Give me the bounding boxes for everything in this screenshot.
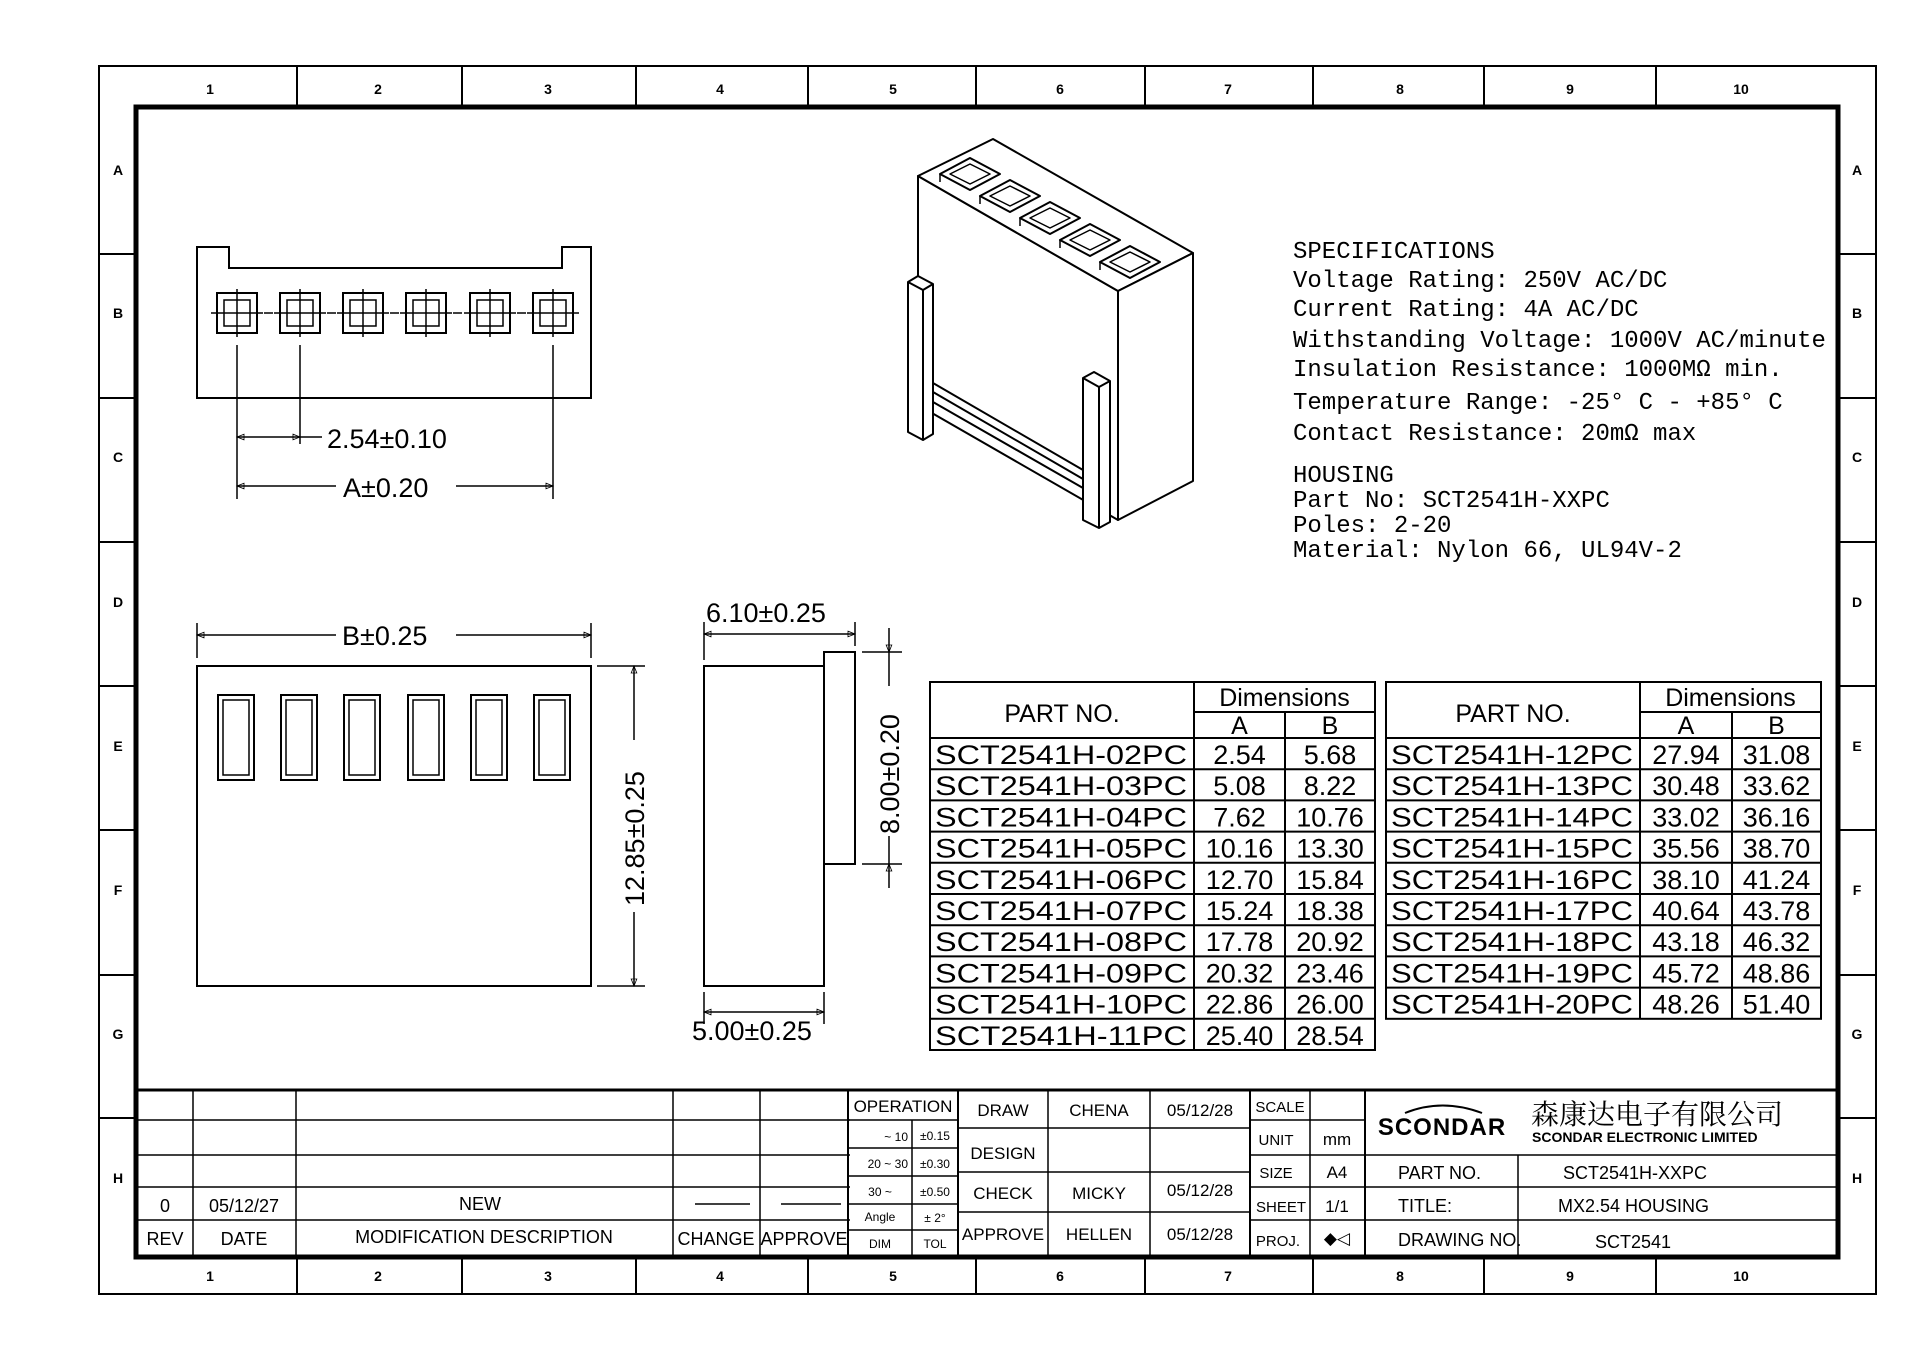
dim-a-cell: 2.54 <box>1213 740 1266 770</box>
side-height-label: 8.00±0.20 <box>875 714 905 834</box>
zone-row-label: E <box>113 738 123 754</box>
zone-row-label: B <box>1851 305 1863 321</box>
zone-column-label: 6 <box>1056 1268 1064 1284</box>
dim-b-header: B <box>1768 712 1785 740</box>
part-number-cell: SCT2541H-16PC <box>1391 864 1633 895</box>
dim-a-cell: 45.72 <box>1652 958 1720 989</box>
dim-a-cell: 15.24 <box>1205 896 1274 926</box>
drawing-no-value: SCT2541 <box>1595 1232 1672 1252</box>
dim-a-cell: 5.08 <box>1213 771 1266 802</box>
front-view-windows <box>218 695 570 780</box>
isometric-view <box>908 139 1193 532</box>
part-number-cell: SCT2541H-06PC <box>935 864 1187 895</box>
dim-b-cell: 38.70 <box>1742 833 1811 864</box>
date-header: DATE <box>220 1229 268 1249</box>
spec-line: Current Rating: 4A AC/DC <box>1293 297 1639 324</box>
table-row <box>935 865 1364 895</box>
approve-header: APPROVE <box>760 1229 848 1249</box>
table-row <box>935 740 1356 770</box>
part-no-label: PART NO. <box>1398 1163 1482 1183</box>
dim-a-cell: 7.62 <box>1213 802 1266 833</box>
zone-column-label: 10 <box>1733 1268 1749 1284</box>
dim-b-cell: 36.16 <box>1742 802 1811 833</box>
zone-row-label: E <box>1852 738 1862 754</box>
table-row <box>1391 771 1810 801</box>
change-header: CHANGE <box>677 1229 755 1249</box>
proj-label: PROJ. <box>1255 1233 1301 1250</box>
dim-label: DIM <box>869 1237 891 1251</box>
dim-b-cell: 51.40 <box>1742 989 1811 1020</box>
spec-title: SPECIFICATIONS <box>1293 239 1495 266</box>
spec-line: Voltage Rating: 250V AC/DC <box>1293 268 1668 295</box>
zone-row-label: H <box>112 1170 124 1186</box>
company-logo: SCONDAR <box>1377 1114 1507 1141</box>
unit-value: mm <box>1322 1130 1352 1149</box>
dim-b-cell: 48.86 <box>1742 958 1811 989</box>
front-view-window <box>534 695 570 780</box>
top-view-contact <box>337 289 399 337</box>
draw-name: CHENA <box>1069 1101 1129 1120</box>
tolerance-range: ~ 10 <box>884 1130 908 1144</box>
zone-column-label: 8 <box>1396 1268 1404 1284</box>
dim-b-cell: 31.08 <box>1742 740 1811 770</box>
description-header: MODIFICATION DESCRIPTION <box>355 1227 613 1247</box>
zone-column-label: 9 <box>1566 81 1574 97</box>
zone-column-label: 7 <box>1224 81 1232 97</box>
part-number-cell: SCT2541H-09PC <box>935 958 1187 989</box>
zone-column-label: 5 <box>889 1268 897 1284</box>
table-row <box>1391 802 1810 832</box>
front-view-window <box>344 695 380 780</box>
part-number-cell: SCT2541H-11PC <box>935 1020 1187 1051</box>
part-number-cell: SCT2541H-08PC <box>935 927 1187 958</box>
table-row <box>935 990 1364 1020</box>
tolerance-value: ±0.15 <box>920 1129 950 1143</box>
drawing-no-label: DRAWING NO. <box>1398 1230 1522 1250</box>
dim-b-cell: 8.22 <box>1303 771 1357 802</box>
zone-column-label: 1 <box>206 1268 214 1284</box>
tolerance-value: ±0.50 <box>920 1185 950 1199</box>
dim-b-cell: 46.32 <box>1742 927 1811 958</box>
dim-a-cell: 20.32 <box>1205 958 1274 989</box>
zone-row-label: D <box>1851 594 1863 610</box>
sheet-value: 1/1 <box>1325 1197 1349 1216</box>
table-row <box>1391 896 1810 926</box>
table-row <box>935 927 1364 957</box>
spec-line: Contact Resistance: 20mΩ max <box>1293 421 1697 448</box>
dim-a-cell: 38.10 <box>1652 864 1720 895</box>
housing-line: Poles: 2-20 <box>1293 513 1452 540</box>
check-date: 05/12/28 <box>1166 1181 1234 1200</box>
parts-table-right <box>1386 682 1821 1020</box>
specifications-block <box>1293 239 1826 565</box>
zone-column-label: 9 <box>1566 1268 1574 1284</box>
zone-row-label: F <box>1852 882 1862 898</box>
dim-a-cell: 25.40 <box>1205 1020 1274 1051</box>
table-row <box>1391 865 1810 895</box>
zone-row-label: C <box>1851 449 1863 465</box>
zone-row-label: C <box>112 449 124 465</box>
table-row <box>1391 990 1810 1020</box>
dim-b-cell: 13.30 <box>1296 833 1364 864</box>
dim-a-cell: 35.56 <box>1652 833 1720 864</box>
table-row <box>935 802 1364 832</box>
spec-line: Insulation Resistance: 1000MΩ min. <box>1293 357 1783 384</box>
part-number-cell: SCT2541H-19PC <box>1391 958 1633 989</box>
dim-a-header: A <box>1677 712 1695 740</box>
zone-column-label: 2 <box>374 1268 382 1284</box>
top-view-contact <box>527 289 579 337</box>
dim-b-cell: 10.76 <box>1296 802 1364 833</box>
dim-b-cell: 23.46 <box>1296 958 1364 989</box>
dim-b-cell: 41.24 <box>1742 864 1811 895</box>
zone-row-label: F <box>113 882 123 898</box>
tol-label: TOL <box>923 1237 947 1251</box>
sheet-label: SHEET <box>1255 1199 1307 1216</box>
part-number-cell: SCT2541H-14PC <box>1391 802 1633 833</box>
logo-arc <box>1405 1106 1482 1114</box>
zone-row-label: A <box>1851 162 1863 178</box>
b-dimension-label: B±0.25 <box>342 621 428 651</box>
part-number-cell: SCT2541H-03PC <box>935 771 1187 802</box>
company-name-cn: 森康达电子有限公司 <box>1531 1099 1784 1130</box>
zone-row-label: B <box>112 305 124 321</box>
part-number-cell: SCT2541H-12PC <box>1391 740 1633 770</box>
dim-b-header: B <box>1321 712 1339 740</box>
part-number-cell: SCT2541H-02PC <box>935 740 1187 770</box>
rev-header: REV <box>146 1229 184 1249</box>
iso-right-face <box>1118 253 1193 520</box>
dim-b-cell: 15.84 <box>1296 864 1364 895</box>
design-label: DESIGN <box>970 1144 1036 1163</box>
table-row <box>1391 958 1810 988</box>
dim-b-cell: 18.38 <box>1296 896 1364 926</box>
dimensions-header: Dimensions <box>1219 684 1350 712</box>
zone-column-label: 1 <box>206 81 214 97</box>
dim-b-cell: 26.00 <box>1296 989 1364 1020</box>
table-row <box>935 834 1364 864</box>
company-name-en: SCONDAR ELECTRONIC LIMITED <box>1532 1129 1758 1145</box>
side-width-label: 6.10±0.25 <box>706 598 826 628</box>
side-view-outline <box>704 652 855 986</box>
tolerance-value: ± 2° <box>924 1211 946 1225</box>
front-view <box>197 623 645 986</box>
zone-row-label: G <box>112 1026 124 1042</box>
parts-table-left <box>930 682 1375 1051</box>
pitch-dimension-label: 2.54±0.10 <box>327 424 447 454</box>
top-view-contact <box>464 289 526 337</box>
housing-title: HOUSING <box>1293 463 1394 490</box>
dim-b-cell: 28.54 <box>1296 1020 1364 1051</box>
dim-a-cell: 43.18 <box>1652 927 1720 958</box>
table-row <box>1391 740 1810 770</box>
part-number-cell: SCT2541H-18PC <box>1391 927 1633 958</box>
table-row <box>935 771 1356 801</box>
part-number-cell: SCT2541H-20PC <box>1391 989 1633 1020</box>
dim-a-cell: 48.26 <box>1652 989 1720 1020</box>
dim-a-cell: 27.94 <box>1652 740 1720 770</box>
side-base-label: 5.00±0.25 <box>692 1016 812 1046</box>
iso-left-post <box>908 276 933 440</box>
tolerance-value: ±0.30 <box>920 1157 950 1171</box>
approve-name: HELLEN <box>1065 1225 1133 1244</box>
zone-column-label: 4 <box>716 1268 724 1284</box>
zone-column-label: 5 <box>889 81 897 97</box>
tolerance-range: Angle <box>864 1210 896 1224</box>
height-dimension-label: 12.85±0.25 <box>620 771 650 906</box>
dim-a-cell: 22.86 <box>1205 989 1274 1020</box>
unit-label: UNIT <box>1258 1132 1294 1149</box>
side-view <box>704 622 902 1024</box>
top-view-contact <box>274 289 336 337</box>
a-dimension-label: A±0.20 <box>343 473 429 503</box>
front-view-window <box>218 695 254 780</box>
projection-icon: ◆◁ <box>1323 1229 1351 1248</box>
front-view-window <box>408 695 444 780</box>
size-label: SIZE <box>1259 1165 1293 1182</box>
part-number-cell: SCT2541H-07PC <box>935 896 1187 926</box>
top-view-contacts <box>211 289 579 337</box>
zone-column-label: 2 <box>374 81 382 97</box>
dim-b-cell: 43.78 <box>1742 896 1811 926</box>
scale-label: SCALE <box>1255 1099 1305 1116</box>
dim-a-cell: 12.70 <box>1205 864 1274 895</box>
front-view-outline <box>197 666 591 986</box>
rev-value: 0 <box>159 1196 171 1216</box>
part-no-header: PART NO. <box>1455 700 1571 728</box>
zone-row-label: G <box>1851 1026 1863 1042</box>
top-view-contact <box>211 289 273 337</box>
part-number-cell: SCT2541H-15PC <box>1391 833 1633 864</box>
zone-column-label: 3 <box>544 1268 552 1284</box>
zone-row-label: A <box>112 162 124 178</box>
check-name: MICKY <box>1072 1184 1126 1203</box>
dim-b-cell: 5.68 <box>1303 740 1357 770</box>
front-view-window <box>471 695 507 780</box>
rev-date-value: 05/12/27 <box>208 1196 280 1216</box>
dim-a-cell: 40.64 <box>1652 896 1720 926</box>
dimensions-header: Dimensions <box>1665 684 1796 712</box>
zone-column-label: 7 <box>1224 1268 1232 1284</box>
part-number-cell: SCT2541H-17PC <box>1391 896 1633 926</box>
housing-line: Part No: SCT2541H-XXPC <box>1293 488 1610 515</box>
spec-line: Withstanding Voltage: 1000V AC/minute <box>1293 328 1826 355</box>
table-row <box>935 1021 1364 1051</box>
tolerance-range: 30 ~ <box>868 1185 892 1199</box>
size-value: A4 <box>1326 1163 1348 1182</box>
draw-label: DRAW <box>977 1101 1029 1120</box>
zone-column-label: 10 <box>1733 81 1749 97</box>
approve-date: 05/12/28 <box>1166 1225 1234 1244</box>
zone-row-label: H <box>1851 1170 1863 1186</box>
zone-column-label: 6 <box>1056 81 1064 97</box>
zone-row-label: D <box>112 594 124 610</box>
table-row <box>1391 927 1810 957</box>
top-view-contact <box>400 289 462 337</box>
check-label: CHECK <box>973 1184 1033 1203</box>
zone-column-label: 3 <box>544 81 552 97</box>
table-row <box>935 958 1364 988</box>
dim-a-cell: 10.16 <box>1205 833 1274 864</box>
part-no-header: PART NO. <box>1004 700 1120 728</box>
dim-b-cell: 33.62 <box>1742 771 1811 802</box>
tolerance-title: OPERATION <box>853 1097 953 1116</box>
front-view-window <box>281 695 317 780</box>
dim-a-cell: 33.02 <box>1652 802 1720 833</box>
spec-line: Temperature Range: -25° C - +85° C <box>1293 390 1783 417</box>
title-value: MX2.54 HOUSING <box>1558 1196 1710 1216</box>
dim-a-cell: 30.48 <box>1652 771 1720 802</box>
dim-a-header: A <box>1231 712 1248 740</box>
zone-column-label: 8 <box>1396 81 1404 97</box>
zone-column-label: 4 <box>716 81 724 97</box>
table-row <box>1391 834 1810 864</box>
part-number-cell: SCT2541H-04PC <box>935 802 1187 833</box>
part-number-cell: SCT2541H-10PC <box>935 989 1187 1020</box>
table-row <box>935 896 1364 926</box>
approve-label: APPROVE <box>961 1225 1045 1244</box>
rev-description-value: NEW <box>459 1194 501 1214</box>
dim-b-cell: 20.92 <box>1296 927 1364 958</box>
part-no-value: SCT2541H-XXPC <box>1563 1163 1708 1183</box>
part-number-cell: SCT2541H-13PC <box>1391 771 1633 802</box>
top-view <box>197 247 591 499</box>
draw-date: 05/12/28 <box>1166 1101 1234 1120</box>
tolerance-range: 20 ~ 30 <box>867 1157 908 1171</box>
dim-a-cell: 17.78 <box>1205 927 1274 958</box>
iso-right-post <box>1083 372 1110 528</box>
housing-line: Material: Nylon 66, UL94V-2 <box>1293 538 1682 565</box>
title-label: TITLE: <box>1398 1196 1453 1216</box>
part-number-cell: SCT2541H-05PC <box>935 833 1187 864</box>
